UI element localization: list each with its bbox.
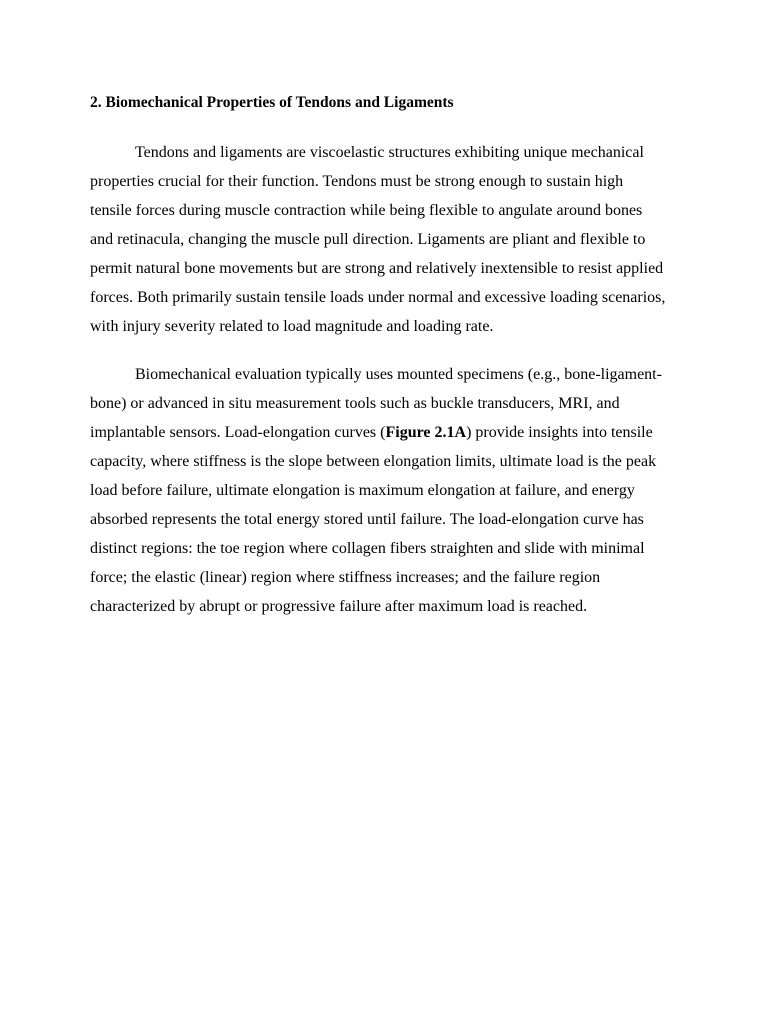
paragraph-2-line: load before failure, ultimate elongation is maximum elongation at failure, and energy: [90, 482, 635, 499]
section-heading: 2. Biomechanical Properties of Tendons and Ligaments: [90, 94, 454, 111]
paragraph-2-line: Biomechanical evaluation typically uses mounted specimens (e.g., bone-ligament-: [135, 366, 662, 383]
figure-reference: Figure 2.1A: [385, 424, 467, 441]
document-page: [90, 92, 682, 640]
paragraph-1-line: permit natural bone movements but are strong and relatively inextensible to resist applied: [90, 260, 664, 277]
paragraph-2-line: force; the elastic (linear) region where stiffness increases; and the failure region: [90, 569, 601, 586]
paragraph-2: [90, 360, 682, 621]
paragraph-1-line: properties crucial for their function. Tendons must be strong enough to sustain high: [90, 173, 624, 190]
line-text: ) provide insights into tensile: [466, 424, 653, 441]
paragraph-2-line: [90, 418, 682, 447]
line-text: implantable sensors. Load-elongation curves (: [90, 424, 386, 441]
paragraph-2-line: distinct regions: the toe region where collagen fibers straighten and slide with minimal: [90, 540, 645, 557]
paragraph-1-line: tensile forces during muscle contraction while being flexible to angulate around bones: [90, 202, 643, 219]
paragraph-1-line: Tendons and ligaments are viscoelastic structures exhibiting unique mechanical: [135, 144, 644, 161]
paragraph-2-line: absorbed represents the total energy stored until failure. The load-elongation curve has: [90, 511, 644, 528]
paragraph-1-line: and retinacula, changing the muscle pull direction. Ligaments are pliant and flexible to: [90, 231, 646, 248]
paragraph-2-line: capacity, where stiffness is the slope between elongation limits, ultimate load is the peak: [90, 453, 657, 470]
paragraph-2-line: characterized by abrupt or progressive failure after maximum load is reached.: [90, 598, 588, 615]
paragraph-1: [90, 138, 682, 341]
paragraph-1-line: with injury severity related to load magnitude and loading rate.: [90, 318, 494, 335]
paragraph-1-line: forces. Both primarily sustain tensile loads under normal and excessive loading scenarios,: [90, 289, 666, 306]
paragraph-2-line: bone) or advanced in situ measurement tools such as buckle transducers, MRI, and: [90, 395, 620, 412]
